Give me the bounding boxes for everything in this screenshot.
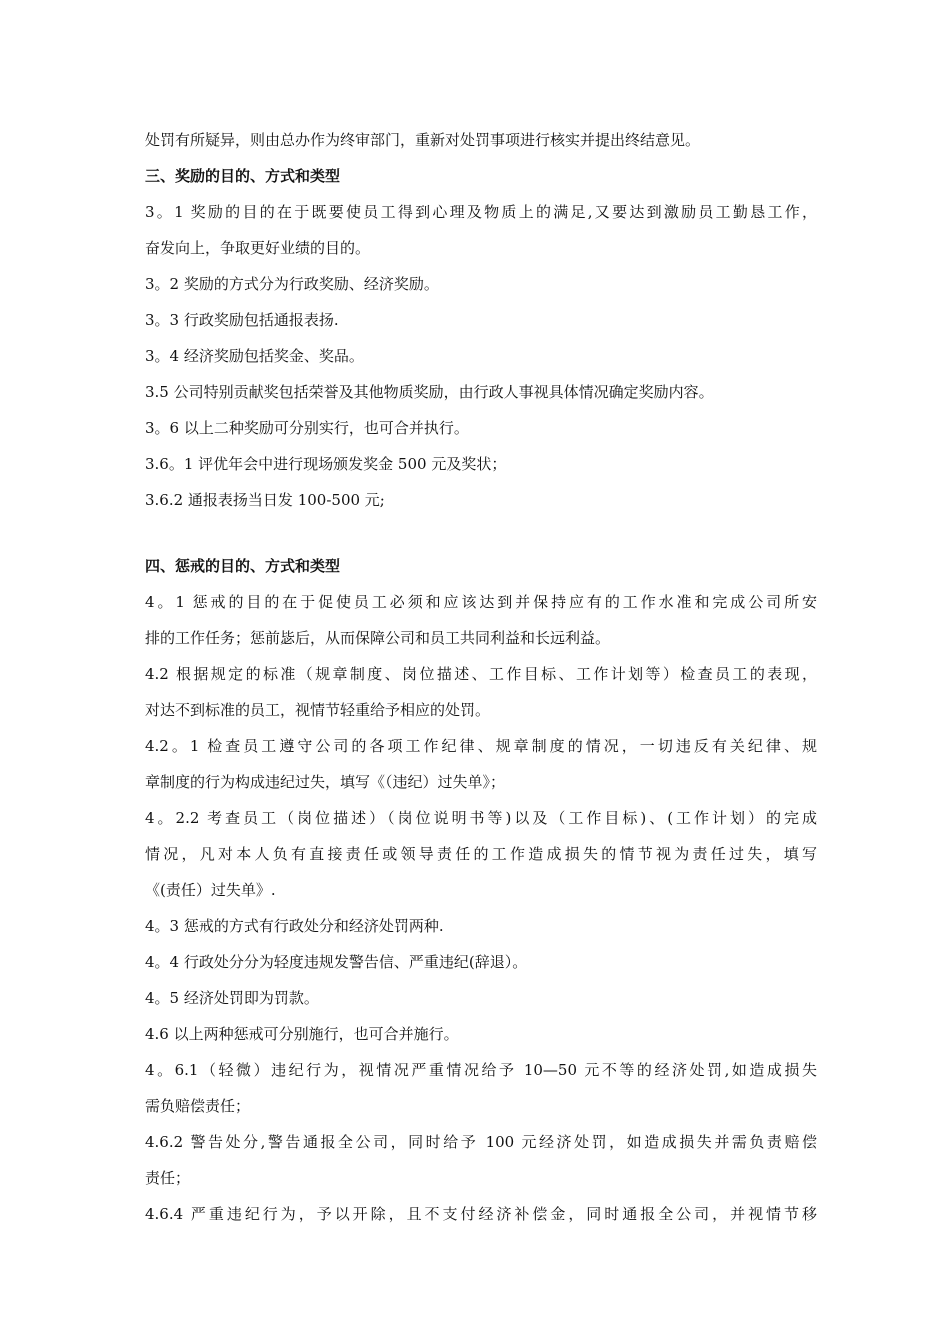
text-line: 奋发向上，争取更好业绩的目的。 bbox=[145, 239, 371, 257]
text-line: 3.6。1 评优年会中进行现场颁发奖金 500 元及奖状； bbox=[145, 455, 507, 473]
text-line: 4.2 根据规定的标准（规章制度、岗位描述、工作目标、工作计划等）检查员工的表现， bbox=[145, 665, 817, 683]
text-line: 4.2。1 检查员工遵守公司的各项工作纪律、规章制度的情况，一切违反有关纪律、规 bbox=[145, 737, 817, 755]
text-line: 4。4 行政处分分为轻度违规发警告信、严重违纪(辞退）。 bbox=[145, 953, 528, 971]
text-line: 4.6.2 警告处分,警告通报全公司，同时给予 100 元经济处罚，如造成损失并需负责赔偿 bbox=[145, 1133, 817, 1151]
text-line: 3。2 奖励的方式分为行政奖励、经济奖励。 bbox=[145, 275, 439, 293]
document-body bbox=[145, 122, 817, 1232]
text-line: 4。5 经济处罚即为罚款。 bbox=[145, 989, 319, 1007]
text-line: 章制度的行为构成违纪过失，填写《（违纪）过失单》； bbox=[145, 773, 506, 791]
text-line: 4。2.2 考查员工（岗位描述）（岗位说明书等)以及（工作目标)、(工作计划）的完成 bbox=[145, 809, 817, 827]
section-heading-discipline: 四、惩戒的目的、方式和类型 bbox=[145, 557, 341, 575]
text-line: 排的工作任务；惩前毖后，从而保障公司和员工共同利益和长远利益。 bbox=[145, 629, 611, 647]
text-line: 3。4 经济奖励包括奖金、奖品。 bbox=[145, 347, 364, 365]
text-line: 《(责任）过失单》. bbox=[145, 881, 276, 899]
text-line: 4。3 惩戒的方式有行政处分和经济处罚两种. bbox=[145, 917, 444, 935]
blank-line bbox=[145, 518, 817, 548]
text-line: 4.6 以上两种惩戒可分别施行，也可合并施行。 bbox=[145, 1025, 459, 1043]
text-line: 4。1 惩戒的目的在于促使员工必须和应该达到并保持应有的工作水准和完成公司所安 bbox=[145, 593, 817, 611]
text-line: 处罚有所疑异，则由总办作为终审部门，重新对处罚事项进行核实并提出终结意见。 bbox=[145, 131, 701, 149]
text-line: 3。1 奖励的目的在于既要使员工得到心理及物质上的满足,又要达到激励员工勤恳工作， bbox=[145, 203, 817, 221]
text-line: 情况，凡对本人负有直接责任或领导责任的工作造成损失的情节视为责任过失，填写 bbox=[145, 845, 817, 863]
text-line: 4。6.1（轻微）违纪行为，视情况严重情况给予 10—50 元不等的经济处罚,如造成损失 bbox=[145, 1061, 817, 1079]
text-line: 3.5 公司特别贡献奖包括荣誉及其他物质奖励，由行政人事视具体情况确定奖励内容。 bbox=[145, 383, 714, 401]
text-line: 需负赔偿责任； bbox=[145, 1097, 251, 1115]
section-heading-rewards: 三、奖励的目的、方式和类型 bbox=[145, 167, 341, 185]
text-line: 对达不到标准的员工，视情节轻重给予相应的处罚。 bbox=[145, 701, 491, 719]
text-line: 4.6.4 严重违纪行为，予以开除，且不支付经济补偿金，同时通报全公司，并视情节移 bbox=[145, 1205, 817, 1223]
text-line: 3。6 以上二种奖励可分别实行，也可合并执行。 bbox=[145, 419, 469, 437]
text-line: 3.6.2 通报表扬当日发 100-500 元; bbox=[145, 491, 385, 509]
text-line: 3。3 行政奖励包括通报表扬. bbox=[145, 311, 339, 329]
text-line: 责任； bbox=[145, 1169, 191, 1187]
